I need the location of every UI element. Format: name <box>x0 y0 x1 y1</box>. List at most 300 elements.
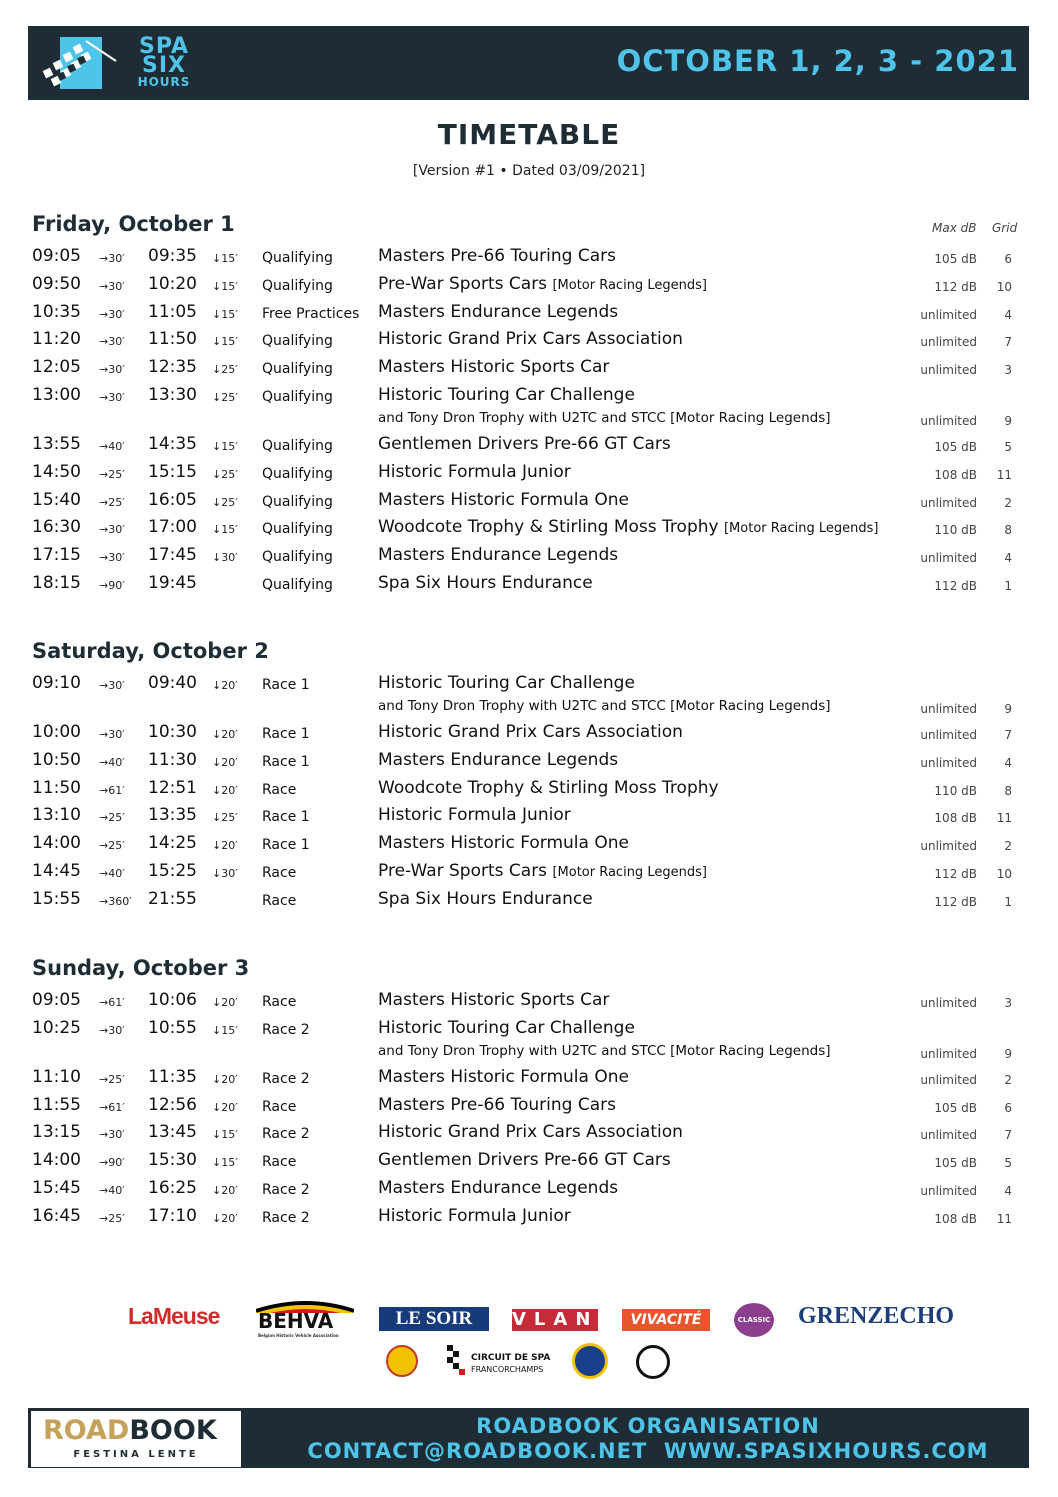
event-title: Historic Formula Junior <box>378 1205 571 1226</box>
grid-number: 8 <box>1004 523 1012 538</box>
end-time: 17:00 <box>148 517 197 538</box>
session-type: Race 1 <box>262 726 310 742</box>
end-time: 21:55 <box>148 888 197 909</box>
gap: ↓15′ <box>212 279 238 293</box>
event-organiser-tag: [Motor Racing Legends] <box>723 521 879 537</box>
start-time: 13:10 <box>32 805 81 826</box>
max-db: 108 dB <box>934 467 977 482</box>
end-time: 17:10 <box>148 1205 197 1226</box>
session-type: Race 2 <box>262 1182 310 1198</box>
duration: →25′ <box>99 811 125 825</box>
grid-number: 3 <box>1004 996 1012 1010</box>
end-time: 14:35 <box>148 434 197 454</box>
session-type: Race <box>262 781 297 798</box>
gap: ↓20′ <box>212 679 238 692</box>
timetable-row <box>32 462 1022 490</box>
behva-logo <box>256 1297 354 1341</box>
event-title: Historic Touring Car Challenge <box>378 1017 635 1038</box>
grid-number: 2 <box>1004 1072 1012 1087</box>
session-type: Race 2 <box>262 1209 310 1226</box>
event-title: Historic Grand Prix Cars Association <box>378 722 683 742</box>
event-title: Masters Pre-66 Touring Cars <box>378 1094 616 1115</box>
duration: →40′ <box>99 1184 125 1197</box>
event-subtitle: and Tony Dron Trophy with U2TC and STCC [Motor Racing Legends] <box>378 410 831 426</box>
timetable-row <box>32 1150 1022 1178</box>
event-subtitle: and Tony Dron Trophy with U2TC and STCC [Motor Racing Legends] <box>378 698 831 714</box>
page-title: TIMETABLE <box>437 118 621 151</box>
end-time: 10:55 <box>148 1017 197 1038</box>
grid-number: 4 <box>1004 1184 1012 1198</box>
grid-number: 2 <box>1004 495 1012 510</box>
session-type: Race <box>262 994 297 1010</box>
end-time: 12:51 <box>148 777 197 798</box>
event-name <box>378 833 629 853</box>
grid-number: 1 <box>1004 579 1012 593</box>
duration: →30′ <box>99 551 125 565</box>
max-db: unlimited <box>920 1046 977 1061</box>
logo-line-hours: HOURS <box>137 75 191 89</box>
start-time: 14:45 <box>32 861 81 881</box>
start-time: 14:00 <box>32 1150 81 1171</box>
start-time: 11:20 <box>32 329 81 350</box>
max-db: 112 dB <box>934 279 977 294</box>
roadbook-tagline: FESTINA LENTE <box>73 1449 199 1460</box>
timetable-row <box>32 246 1022 274</box>
behva-name: BEHVA <box>258 1309 334 1333</box>
end-time: 09:40 <box>148 673 197 693</box>
duration: →25′ <box>99 1211 125 1225</box>
footer-contact: CONTACT@ROADBOOK.NET WWW.SPASIXHOURS.COM <box>307 1439 989 1463</box>
end-time: 11:30 <box>148 749 197 770</box>
max-db: unlimited <box>920 335 977 350</box>
grid-number: 4 <box>1004 551 1012 566</box>
session-type: Race 1 <box>262 677 310 693</box>
event-name <box>378 246 616 266</box>
max-db: unlimited <box>920 702 977 716</box>
max-db: unlimited <box>920 755 977 770</box>
duration: →61′ <box>99 783 125 797</box>
session-type: Race 1 <box>262 809 310 826</box>
max-db: unlimited <box>920 363 977 378</box>
session-type: Qualifying <box>262 277 333 294</box>
event-subtitle: and Tony Dron Trophy with U2TC and STCC [Motor Racing Legends] <box>378 1042 831 1059</box>
circuit-spa-logo <box>447 1345 557 1379</box>
column-header-grid: Grid <box>992 221 1018 235</box>
start-time: 09:10 <box>32 673 81 693</box>
gap: ↓25′ <box>212 495 238 509</box>
end-time: 11:35 <box>148 1066 197 1087</box>
end-time: 13:45 <box>148 1122 197 1143</box>
start-time: 13:55 <box>32 434 81 454</box>
grid-number: 9 <box>1004 702 1012 716</box>
session-type: Race <box>262 892 297 909</box>
vlan-logo: VLAN <box>512 1309 599 1330</box>
event-title: Historic Formula Junior <box>378 805 571 826</box>
grid-number: 1 <box>1004 894 1012 909</box>
duration: →30′ <box>99 1128 125 1142</box>
duration: →360′ <box>99 894 132 908</box>
timetable-row <box>32 990 1022 1018</box>
session-type: Race 2 <box>262 1070 310 1087</box>
timetable-row <box>32 434 1022 462</box>
timetable-row <box>32 573 1022 601</box>
max-db: 108 dB <box>934 1211 977 1226</box>
event-name <box>378 990 609 1010</box>
end-time: 15:15 <box>148 461 197 482</box>
event-title: Masters Endurance Legends <box>378 749 619 770</box>
event-title: Spa Six Hours Endurance <box>378 888 593 909</box>
version-note: [Version #1 • Dated 03/09/2021] <box>412 163 646 179</box>
start-time: 13:00 <box>32 385 81 405</box>
header-banner <box>28 26 1029 100</box>
event-organiser-tag: [Motor Racing Legends] <box>552 865 707 880</box>
session-type: Qualifying <box>262 465 333 482</box>
event-name <box>378 1206 571 1226</box>
session-type: Qualifying <box>262 333 333 350</box>
session-type: Qualifying <box>262 361 333 378</box>
timetable-row <box>32 357 1022 385</box>
gap: ↓20′ <box>212 783 238 797</box>
session-type: Qualifying <box>262 549 333 566</box>
timetable-row <box>32 833 1022 861</box>
event-name <box>378 750 618 770</box>
event-name <box>378 778 719 798</box>
behva-subtitle: Belgian Historic Vehicle Association <box>258 1333 339 1338</box>
start-time: 10:50 <box>32 749 81 770</box>
timetable-row <box>32 545 1022 573</box>
end-time: 10:06 <box>148 990 197 1010</box>
max-db: 110 dB <box>934 523 977 538</box>
end-time: 15:25 <box>148 861 197 881</box>
gap: ↓25′ <box>212 363 238 377</box>
event-name <box>378 385 635 405</box>
duration: →30′ <box>99 679 125 692</box>
event-title: Masters Endurance Legends <box>378 1178 619 1198</box>
gap: ↓15′ <box>212 335 238 349</box>
circuit-name-line1: CIRCUIT DE SPA <box>471 1353 551 1363</box>
max-db: 105 dB <box>934 1156 977 1171</box>
end-time: 10:20 <box>148 273 197 294</box>
gap: ↓20′ <box>212 1072 238 1086</box>
session-type: Race 2 <box>262 1126 310 1143</box>
event-name <box>378 302 618 322</box>
gap: ↓15′ <box>212 440 238 453</box>
classic21-logo: CLASSIC 21 <box>734 1303 774 1337</box>
checkered-flag-icon <box>42 31 122 95</box>
session-type: Race 1 <box>262 753 310 770</box>
gap: ↓15′ <box>212 307 238 321</box>
event-title: Historic Grand Prix Cars Association <box>378 329 683 350</box>
lameuse-logo: LaMeuse <box>128 1303 220 1329</box>
grid-number: 4 <box>1004 755 1012 770</box>
event-name <box>378 673 635 693</box>
max-db: 105 dB <box>934 440 977 454</box>
timetable-row <box>32 1206 1022 1234</box>
circuit-name-line2: FRANCORCHAMPS <box>471 1365 544 1374</box>
session-type: Qualifying <box>262 438 333 454</box>
duration: →30′ <box>99 279 125 293</box>
max-db: unlimited <box>920 551 977 566</box>
gap: ↓20′ <box>212 1100 238 1114</box>
start-time: 16:30 <box>32 517 81 538</box>
timetable-row <box>32 805 1022 833</box>
event-name <box>378 1178 618 1198</box>
grid-number: 6 <box>1004 1100 1012 1115</box>
event-name <box>378 861 707 881</box>
end-time: 19:45 <box>148 573 197 593</box>
event-title: Historic Touring Car Challenge <box>378 385 635 405</box>
grenzecho-logo: GRENZECHO <box>798 1303 955 1329</box>
grid-number: 7 <box>1004 728 1012 742</box>
gap: ↓20′ <box>212 1211 238 1225</box>
timetable-row <box>32 722 1022 750</box>
event-dates: OCTOBER 1, 2, 3 - 2021 <box>616 44 1019 78</box>
duration: →40′ <box>99 755 125 769</box>
start-time: 13:15 <box>32 1122 81 1143</box>
lions-club-emblem-icon <box>572 1343 608 1379</box>
event-title: Masters Historic Formula One <box>378 1066 629 1087</box>
session-type: Race 2 <box>262 1021 310 1038</box>
event-title: Woodcote Trophy & Stirling Moss Trophy <box>378 517 719 538</box>
event-title: Masters Historic Sports Car <box>378 990 610 1010</box>
session-type: Race <box>262 1154 297 1171</box>
session-type: Race 1 <box>262 837 310 854</box>
end-time: 10:30 <box>148 722 197 742</box>
roadbook-brand-road: ROAD <box>43 1415 130 1446</box>
grid-number: 4 <box>1004 307 1012 322</box>
session-type: Qualifying <box>262 577 333 593</box>
duration: →25′ <box>99 839 125 853</box>
event-title: Woodcote Trophy & Stirling Moss Trophy <box>378 777 719 798</box>
start-time: 11:55 <box>32 1094 81 1115</box>
event-title: Spa Six Hours Endurance <box>378 573 593 593</box>
gap: ↓20′ <box>212 996 238 1009</box>
start-time: 09:05 <box>32 246 81 266</box>
event-name <box>378 805 571 825</box>
start-time: 11:10 <box>32 1066 81 1087</box>
start-time: 14:00 <box>32 833 81 854</box>
event-name <box>378 462 571 482</box>
max-db: unlimited <box>920 1072 977 1087</box>
gap: ↓20′ <box>212 755 238 769</box>
gap: ↓30′ <box>212 867 238 880</box>
duration: →30′ <box>99 523 125 537</box>
session-type: Race <box>262 1098 297 1115</box>
max-db: 112 dB <box>934 894 977 909</box>
timetable-row <box>32 302 1022 330</box>
gap: ↓25′ <box>212 391 238 404</box>
duration: →30′ <box>99 728 125 741</box>
event-name <box>378 490 629 510</box>
end-time: 15:30 <box>148 1150 197 1171</box>
event-title: Historic Grand Prix Cars Association <box>378 1122 683 1143</box>
max-db: unlimited <box>920 495 977 510</box>
timetable-row <box>32 1018 1022 1067</box>
event-name <box>378 573 593 593</box>
timetable-row <box>32 778 1022 806</box>
end-time: 11:50 <box>148 329 197 350</box>
grid-number: 8 <box>1004 783 1012 798</box>
max-db: unlimited <box>920 1128 977 1143</box>
event-organiser-tag: [Motor Racing Legends] <box>552 277 707 293</box>
timetable-row <box>32 1178 1022 1206</box>
grid-number: 11 <box>996 1211 1012 1226</box>
session-type: Qualifying <box>262 250 333 266</box>
timetable-row <box>32 673 1022 722</box>
event-name <box>378 889 593 909</box>
timetable-row <box>32 889 1022 917</box>
gap: ↓20′ <box>212 1184 238 1197</box>
spa-six-hours-logo <box>42 31 202 95</box>
duration: →30′ <box>99 391 125 404</box>
roadbook-brand-book: BOOK <box>129 1415 217 1446</box>
gap: ↓15′ <box>212 252 238 265</box>
event-name <box>378 722 683 742</box>
column-header-db: Max dB <box>932 221 977 235</box>
duration: →30′ <box>99 335 125 349</box>
duration: →25′ <box>99 495 125 509</box>
max-db: unlimited <box>920 1184 977 1198</box>
grid-number: 11 <box>996 811 1012 826</box>
grid-number: 5 <box>1004 440 1012 454</box>
event-title: Masters Historic Sports Car <box>378 357 610 378</box>
start-time: 09:05 <box>32 990 81 1010</box>
roadbook-logo <box>30 1410 242 1468</box>
sponsor-logos <box>0 1295 1058 1390</box>
duration: →30′ <box>99 307 125 321</box>
event-title: Historic Touring Car Challenge <box>378 673 635 693</box>
start-time: 18:15 <box>32 573 81 593</box>
end-time: 17:45 <box>148 545 197 566</box>
duration: →90′ <box>99 579 125 592</box>
start-time: 10:35 <box>32 301 81 322</box>
event-title: Masters Endurance Legends <box>378 545 619 566</box>
grid-number: 2 <box>1004 839 1012 854</box>
session-type: Qualifying <box>262 389 333 405</box>
timetable-row <box>32 1095 1022 1123</box>
timetable-row <box>32 490 1022 518</box>
start-time: 12:05 <box>32 357 81 378</box>
event-name <box>378 545 618 565</box>
duration: →61′ <box>99 1100 125 1114</box>
gap: ↓25′ <box>212 811 238 825</box>
event-title: Gentlemen Drivers Pre-66 GT Cars <box>378 1150 671 1171</box>
gap: ↓15′ <box>212 523 238 537</box>
event-name <box>378 274 707 294</box>
event-name <box>378 1150 671 1170</box>
start-time: 11:50 <box>32 777 81 798</box>
event-name <box>378 329 683 349</box>
end-time: 12:56 <box>148 1094 197 1115</box>
duration: →25′ <box>99 467 125 481</box>
end-time: 12:35 <box>148 357 197 378</box>
timetable-row <box>32 329 1022 357</box>
royal-club-emblem-icon <box>386 1345 418 1377</box>
event-name <box>378 1095 616 1115</box>
max-db: unlimited <box>920 414 977 428</box>
event-name <box>378 434 671 454</box>
gap: ↓20′ <box>212 728 238 741</box>
timetable-row <box>32 274 1022 302</box>
end-time: 09:35 <box>148 246 197 266</box>
day-title: Saturday, October 2 <box>32 639 269 663</box>
duration: →25′ <box>99 1072 125 1086</box>
grid-number: 6 <box>1004 252 1012 266</box>
end-time: 16:25 <box>148 1178 197 1198</box>
grid-number: 7 <box>1004 335 1012 350</box>
event-title: Masters Historic Formula One <box>378 489 629 510</box>
timetable-row <box>32 1122 1022 1150</box>
start-time: 15:45 <box>32 1178 81 1198</box>
gap: ↓30′ <box>212 551 238 565</box>
max-db: 108 dB <box>934 811 977 826</box>
grid-number: 10 <box>996 867 1012 881</box>
end-time: 16:05 <box>148 489 197 510</box>
footer-organisation: ROADBOOK ORGANISATION <box>476 1414 820 1438</box>
timetable-row <box>32 861 1022 889</box>
max-db: 105 dB <box>934 252 977 266</box>
event-title: Masters Pre-66 Touring Cars <box>378 246 616 266</box>
logo-line-spa: SPA <box>139 34 189 59</box>
logo-line-six: SIX <box>142 53 186 78</box>
session-type: Qualifying <box>262 493 333 510</box>
max-db: 112 dB <box>934 579 977 593</box>
event-title: Gentlemen Drivers Pre-66 GT Cars <box>378 434 671 454</box>
max-db: unlimited <box>920 996 977 1010</box>
vivacite-logo: VIVACITÉ <box>622 1309 710 1331</box>
round-table-emblem-icon <box>636 1345 670 1379</box>
event-name <box>378 357 609 377</box>
start-time: 17:15 <box>32 545 81 566</box>
session-type: Free Practices <box>262 305 360 322</box>
day-title: Friday, October 1 <box>32 212 235 236</box>
footer-banner <box>28 1408 1029 1468</box>
gap: ↓15′ <box>212 1023 238 1037</box>
event-title: Masters Endurance Legends <box>378 301 619 322</box>
lesoir-logo: LE SOIR <box>379 1307 489 1331</box>
event-name <box>378 1018 635 1038</box>
grid-number: 7 <box>1004 1128 1012 1143</box>
max-db: 112 dB <box>934 867 977 881</box>
start-time: 15:40 <box>32 489 81 510</box>
timetable-row <box>32 517 1022 545</box>
event-title: Pre-War Sports Cars <box>378 273 548 294</box>
start-time: 16:45 <box>32 1205 81 1226</box>
end-time: 11:05 <box>148 301 197 322</box>
end-time: 13:30 <box>148 385 197 405</box>
event-name <box>378 1122 683 1142</box>
gap: ↓25′ <box>212 467 238 481</box>
event-title: Pre-War Sports Cars <box>378 861 548 881</box>
gap: ↓20′ <box>212 839 238 853</box>
start-time: 10:00 <box>32 722 81 742</box>
duration: →40′ <box>99 440 125 453</box>
grid-number: 3 <box>1004 363 1012 378</box>
duration: →61′ <box>99 996 125 1009</box>
event-title: Historic Formula Junior <box>378 461 571 482</box>
grid-number: 9 <box>1004 414 1012 428</box>
max-db: 110 dB <box>934 783 977 798</box>
duration: →30′ <box>99 252 125 265</box>
event-name <box>378 1067 629 1087</box>
event-name <box>378 517 878 537</box>
grid-number: 11 <box>996 467 1012 482</box>
max-db: unlimited <box>920 307 977 322</box>
max-db: unlimited <box>920 839 977 854</box>
timetable-row <box>32 750 1022 778</box>
max-db: 105 dB <box>934 1100 977 1115</box>
end-time: 14:25 <box>148 833 197 854</box>
